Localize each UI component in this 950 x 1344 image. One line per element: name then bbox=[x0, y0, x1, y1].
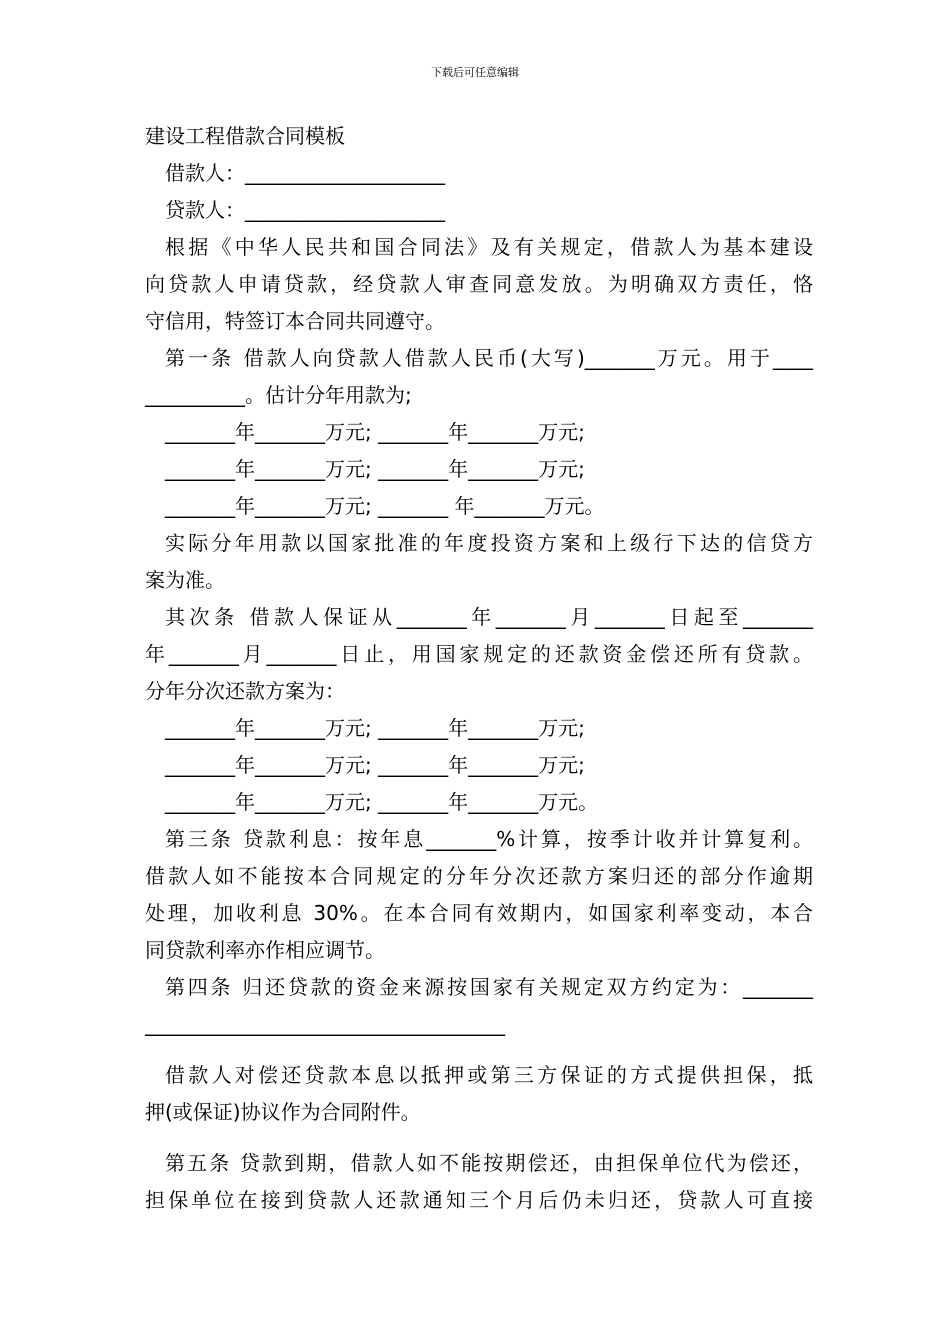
borrower-line: 借款人：____________________ bbox=[165, 161, 445, 185]
schedule1-row: _______年_______万元; _______ 年_______万元。 bbox=[165, 494, 605, 518]
schedule2-row: _______年_______万元; _______年_______万元; bbox=[165, 716, 585, 740]
lender-line: 贷款人：____________________ bbox=[165, 198, 445, 222]
article5-line: 第五条 贷款到期，借款人如不能按期偿还，由担保单位代为偿还， bbox=[165, 1151, 813, 1175]
article1-line: 第一条 借款人向贷款人借款人民币(大写)_______万元。用于____ bbox=[165, 346, 813, 370]
actual-use-line: 实际分年用款以国家批准的年度投资方案和上级行下达的信贷方 bbox=[165, 531, 813, 555]
article4-line: 第四条 归还贷款的资金来源按国家有关规定双方约定为：_______ bbox=[165, 975, 813, 999]
document-title: 建设工程借款合同模板 bbox=[145, 124, 345, 148]
article3-line: 借款人如不能按本合同规定的分年分次还款方案归还的部分作逾期 bbox=[145, 864, 813, 888]
article3-line: 处理，加收利息 30%。在本合同有效期内，如国家利率变动，本合 bbox=[145, 901, 813, 925]
guarantee-line: 押(或保证)协议作为合同附件。 bbox=[145, 1100, 421, 1124]
guarantee-line: 借款人对偿还贷款本息以抵押或第三方保证的方式提供担保，抵 bbox=[165, 1063, 813, 1087]
page-header: 下载后可任意编辑 bbox=[431, 66, 519, 79]
intro-line: 根据《中华人民共和国合同法》及有关规定，借款人为基本建设 bbox=[165, 235, 813, 259]
article2-line: 分年分次还款方案为： bbox=[145, 679, 345, 703]
intro-line: 守信用，特签订本合同共同遵守。 bbox=[145, 309, 445, 333]
schedule2-row: _______年_______万元; _______年_______万元; bbox=[165, 753, 585, 777]
article1-line: __________。估计分年用款为; bbox=[145, 383, 412, 407]
document-body bbox=[145, 118, 813, 1219]
intro-line: 向贷款人申请贷款，经贷款人审查同意发放。为明确双方责任，恪 bbox=[145, 272, 813, 296]
article5-line: 担保单位在接到贷款人还款通知三个月后仍未归还，贷款人可直接 bbox=[145, 1188, 813, 1212]
actual-use-line: 案为准。 bbox=[145, 568, 225, 592]
article3-line: 同贷款利率亦作相应调节。 bbox=[145, 938, 385, 962]
paragraph-gap bbox=[145, 1043, 813, 1057]
article2-line: 年_______月_______日止，用国家规定的还款资金偿还所有贷款。 bbox=[145, 642, 813, 666]
article2-line: 其次条 借款人保证从_______年_______月_______日起至_______ bbox=[165, 605, 813, 629]
schedule1-row: _______年_______万元; _______年_______万元; bbox=[165, 420, 585, 444]
schedule1-row: _______年_______万元; _______年_______万元; bbox=[165, 457, 585, 481]
paragraph-gap bbox=[145, 1131, 813, 1145]
article3-line: 第三条 贷款利息：按年息_______%计算，按季计收并计算复利。 bbox=[165, 827, 813, 851]
article4-line: ____________________________________ bbox=[145, 1012, 505, 1036]
schedule2-row: _______年_______万元; _______年_______万元。 bbox=[165, 790, 599, 814]
